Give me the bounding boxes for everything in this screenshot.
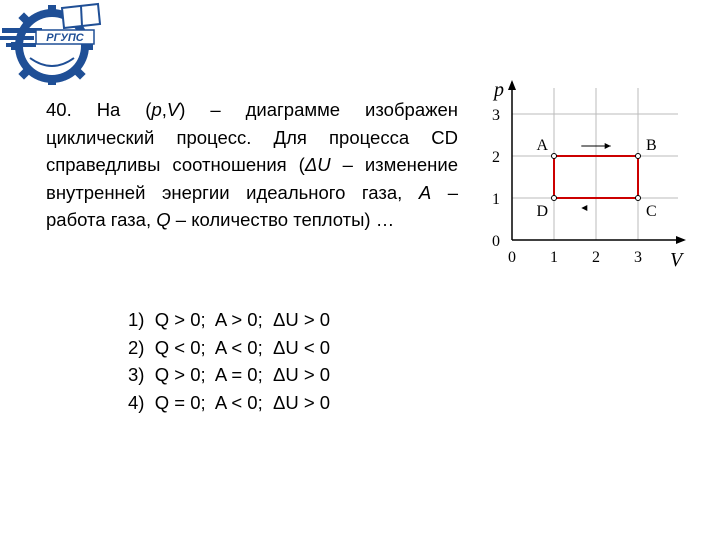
x-axis-arrow-icon — [676, 236, 686, 244]
y-tick-label: 0 — [492, 233, 500, 250]
y-tick-label: 2 — [492, 149, 500, 166]
answer-option-3[interactable]: 3) Q > 0; A = 0; ΔU > 0 — [128, 364, 331, 385]
state-point-c — [636, 196, 641, 201]
university-logo — [0, 0, 110, 86]
delta-u-symbol: ΔU — [304, 154, 331, 175]
answer-option-1[interactable]: 1) Q > 0; A > 0; ΔU > 0 — [128, 309, 331, 330]
x-tick-label: 2 — [592, 249, 600, 266]
x-tick-label: 0 — [508, 249, 516, 266]
question-number: 40. — [46, 99, 72, 120]
a-symbol: A — [418, 181, 432, 203]
v-symbol: V — [166, 99, 180, 120]
y-axis-label: p — [494, 79, 504, 101]
state-point-b — [636, 154, 641, 159]
state-point-d — [552, 196, 557, 201]
answer-options — [128, 306, 330, 416]
answer-option-2[interactable]: 2) Q < 0; A < 0; ΔU < 0 — [128, 336, 331, 358]
x-tick-label: 1 — [550, 249, 558, 266]
state-point-a — [552, 154, 557, 159]
y-tick-label: 1 — [492, 191, 500, 208]
pv-diagram — [478, 76, 698, 276]
logo-text: РГУПС — [46, 32, 84, 44]
x-tick-label: 3 — [634, 249, 642, 266]
state-label-c: C — [646, 203, 657, 220]
y-tick-label: 3 — [492, 107, 500, 124]
arrowhead-cd-icon — [581, 205, 587, 211]
q-symbol: Q — [156, 209, 171, 230]
p-symbol: p — [151, 99, 162, 120]
state-label-a: A — [536, 137, 548, 154]
y-axis-arrow-icon — [508, 80, 516, 90]
state-label-b: B — [646, 137, 657, 154]
answer-option-4[interactable]: 4) Q = 0; A < 0; ΔU > 0 — [128, 391, 331, 413]
state-label-d: D — [536, 203, 548, 220]
arrowhead-ab-icon — [605, 143, 611, 149]
question-text: 40. На (p,V) – диаграмме изображен циклический процесс. Для процесса CD справедливы соотношения (ΔU – изменение внутренней энергии идеального газа, A – работа газа, Q – количество теплоты) … — [46, 99, 459, 230]
x-axis-label: V — [670, 249, 683, 271]
